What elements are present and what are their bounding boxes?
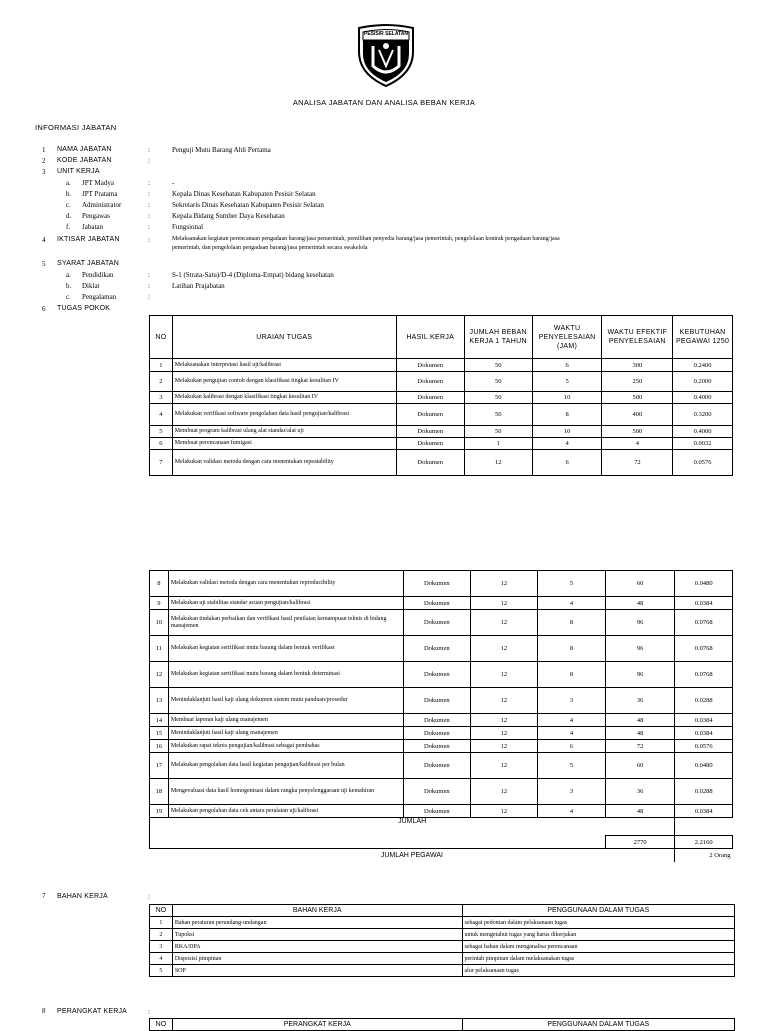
field-label: TUGAS POKOK xyxy=(57,305,111,312)
cell-hasil: Dokumen xyxy=(403,571,470,597)
perangkat-kerja-table xyxy=(149,1018,735,1031)
field-number: 3 xyxy=(42,168,46,176)
cell-uraian: Melaksanakan interpretasi hasil uji/kalibrasi xyxy=(172,359,396,372)
item-label: JPT Pratama xyxy=(82,190,118,198)
cell-jumlah: 12 xyxy=(470,727,537,740)
cell-jumlah: 12 xyxy=(470,571,537,597)
cell-efektif: 60 xyxy=(606,753,675,779)
item-value: Fungsional xyxy=(172,223,204,231)
cell-bahan: RKA/DPA xyxy=(172,941,462,953)
table-row xyxy=(150,610,733,636)
colon: : xyxy=(148,179,150,187)
cell-efektif: 36 xyxy=(606,688,675,714)
colon: : xyxy=(148,282,150,290)
cell-uraian: Melakukan validasi metoda dengan cara menentukan reproducibility xyxy=(168,571,403,597)
cell-kebutuhan: 0.0768 xyxy=(675,610,733,636)
colon: : xyxy=(148,212,150,220)
colon: : xyxy=(148,236,150,244)
cell-uraian: Melakukan validasi metoda dengan cara menentukan repeatability xyxy=(172,450,396,476)
colon: : xyxy=(148,146,150,154)
cell-no: 13 xyxy=(150,688,169,714)
cell-uraian: Membuat program kalibrasi ulang alat standar/alat uji xyxy=(172,426,396,438)
item-letter: a. xyxy=(66,179,71,187)
cell-efektif: 72 xyxy=(602,450,673,476)
colon: : xyxy=(148,893,150,901)
col-hasil: HASIL KERJA xyxy=(396,316,464,359)
cell-uraian: Melakukan kegiatan sertifikasi mutu barang dalam bentuk verifikasi xyxy=(168,636,403,662)
cell-waktu: 8 xyxy=(532,404,602,426)
cell-hasil: Dokumen xyxy=(403,805,470,818)
cell-uraian: Membuat laporan kaji ulang manajemen xyxy=(168,714,403,727)
cell-uraian: Melakukan kegiatan sertifikasi mutu barang dalam bentuk determinasi xyxy=(168,662,403,688)
cell-waktu: 3 xyxy=(537,688,605,714)
table-row xyxy=(150,359,733,372)
cell-uraian: Menindaklanjuti hasil kaji ulang dokumen sistem mutu panduan/prosedur xyxy=(168,688,403,714)
jumlah-values-row xyxy=(150,836,733,849)
cell-no: 18 xyxy=(150,779,169,805)
bahan-kerja-table xyxy=(149,904,735,977)
table-row xyxy=(150,372,733,392)
cell-kebutuhan: 0.0384 xyxy=(675,714,733,727)
colon: : xyxy=(148,271,150,279)
cell-uraian: Membuat perencanaan fumigasi xyxy=(172,438,396,450)
table-row xyxy=(150,805,733,818)
field-number: 5 xyxy=(42,260,46,268)
cell-jumlah: 12 xyxy=(470,740,537,753)
cell-penggunaan: sebagai bahan dalam menganalisa perencanaan xyxy=(462,941,735,953)
cell-hasil: Dokumen xyxy=(396,372,464,392)
col-perangkat: PERANGKAT KERJA xyxy=(172,1019,462,1031)
cell-hasil: Dokumen xyxy=(403,714,470,727)
cell-jumlah: 12 xyxy=(470,597,537,610)
table-row xyxy=(150,571,733,597)
cell-hasil: Dokumen xyxy=(403,636,470,662)
cell-penggunaan: sebagai pedoman dalam pelaksanaan tugas xyxy=(462,917,735,929)
cell-efektif: 400 xyxy=(602,404,673,426)
page-title: ANALISA JABATAN DAN ANALISA BEBAN KERJA xyxy=(292,98,476,107)
table-row xyxy=(150,662,733,688)
cell-uraian: Melakukan kalibrasi dengan klasifikasi tingkat kesulitan IV xyxy=(172,392,396,404)
cell-no: 9 xyxy=(150,597,169,610)
table-row xyxy=(150,953,735,965)
item-value: Sekretaris Dinas Kesehatan Kabupaten Pesisir Selatan xyxy=(172,201,324,209)
cell-jumlah: 12 xyxy=(470,753,537,779)
cell-efektif: 48 xyxy=(606,714,675,727)
item-letter: b. xyxy=(66,282,72,290)
cell-no: 15 xyxy=(150,727,169,740)
cell-efektif: 96 xyxy=(606,662,675,688)
colon: : xyxy=(148,190,150,198)
cell-jumlah: 12 xyxy=(464,450,532,476)
item-label: Diklat xyxy=(82,282,100,290)
table-row xyxy=(150,404,733,426)
field-label: IKTISAR JABATAN xyxy=(57,236,120,243)
cell-efektif: 500 xyxy=(602,426,673,438)
cell-bahan: Disposisi pimpinan xyxy=(172,953,462,965)
cell-no: 4 xyxy=(150,404,173,426)
cell-waktu: 8 xyxy=(537,610,605,636)
table-row xyxy=(150,779,733,805)
table-row xyxy=(150,917,735,929)
cell-efektif: 48 xyxy=(606,727,675,740)
cell-no: 4 xyxy=(150,953,173,965)
table-row xyxy=(150,392,733,404)
cell-kebutuhan: 0.4000 xyxy=(673,426,733,438)
cell-efektif: 300 xyxy=(602,359,673,372)
jumlah-efektif: 2770 xyxy=(606,836,675,849)
item-letter: a. xyxy=(66,271,71,279)
cell-efektif: 72 xyxy=(606,740,675,753)
item-letter: f. xyxy=(66,223,71,231)
cell-waktu: 4 xyxy=(537,597,605,610)
cell-no: 19 xyxy=(150,805,169,818)
cell-jumlah: 12 xyxy=(470,610,537,636)
cell-uraian: Menindaklanjuti hasil kaji ulang manajemen xyxy=(168,727,403,740)
item-value: Kepala Dinas Kesehatan Kabupaten Pesisir Selatan xyxy=(172,190,316,198)
item-letter: c. xyxy=(66,293,71,301)
cell-hasil: Dokumen xyxy=(403,753,470,779)
item-label: Pengalaman xyxy=(82,293,117,301)
cell-hasil: Dokumen xyxy=(403,597,470,610)
table-row xyxy=(150,727,733,740)
cell-no: 2 xyxy=(150,929,173,941)
cell-jumlah: 12 xyxy=(470,714,537,727)
item-value: S-1 (Strata-Satu)/D-4 (Diploma-Empat) bidang kesehatan xyxy=(172,271,334,279)
cell-waktu: 4 xyxy=(537,727,605,740)
table-row xyxy=(150,438,733,450)
cell-bahan: Tupoksi xyxy=(172,929,462,941)
cell-efektif: 500 xyxy=(602,392,673,404)
cell-kebutuhan: 0.0288 xyxy=(675,688,733,714)
cell-uraian: Melakukan pengolahan data cek antara peralatan uji/kalibrasi xyxy=(168,805,403,818)
cell-kebutuhan: 0.0576 xyxy=(673,450,733,476)
cell-jumlah: 50 xyxy=(464,372,532,392)
field-number: 6 xyxy=(42,305,46,313)
cell-waktu: 5 xyxy=(532,372,602,392)
field-value: Penguji Mutu Barang Ahli Pertama xyxy=(172,146,271,154)
tugas-table-continued xyxy=(149,570,733,862)
table-row xyxy=(150,740,733,753)
cell-kebutuhan: 0.0384 xyxy=(675,597,733,610)
cell-jumlah: 1 xyxy=(464,438,532,450)
cell-no: 3 xyxy=(150,392,173,404)
cell-kebutuhan: 0.2400 xyxy=(673,359,733,372)
table-row xyxy=(150,450,733,476)
col-penggunaan: PENGGUNAAN DALAM TUGAS xyxy=(462,1019,734,1031)
col-kebutuhan: KEBUTUHAN PEGAWAI 1250 xyxy=(673,316,733,359)
cell-uraian: Melakukan pengolahan data hasil kegiatan pengujian/kalibrasi per bulan xyxy=(168,753,403,779)
jumlah-pegawai-value: 2 Orang xyxy=(675,849,733,862)
cell-efektif: 4 xyxy=(602,438,673,450)
cell-hasil: Dokumen xyxy=(396,438,464,450)
table-row xyxy=(150,426,733,438)
field-value: Melaksanakan kegiatan perencanaan pengadaan barang/jasa pemerintah, pemilihan penyedia barang/jasa pemerintah, pengelolaan kontrak pengadaan barang/jasa xyxy=(172,236,560,242)
item-label: JPT Madya xyxy=(82,179,114,187)
cell-no: 8 xyxy=(150,571,169,597)
cell-efektif: 48 xyxy=(606,805,675,818)
cell-waktu: 6 xyxy=(532,359,602,372)
field-number: 4 xyxy=(42,236,46,244)
cell-hasil: Dokumen xyxy=(396,392,464,404)
cell-waktu: 6 xyxy=(537,740,605,753)
col-uraian: URAIAN TUGAS xyxy=(172,316,396,359)
cell-no: 1 xyxy=(150,359,173,372)
cell-no: 16 xyxy=(150,740,169,753)
col-no: NO xyxy=(150,1019,173,1031)
cell-waktu: 10 xyxy=(532,426,602,438)
cell-kebutuhan: 0.2000 xyxy=(673,372,733,392)
cell-efektif: 250 xyxy=(602,372,673,392)
section-number: 8 xyxy=(42,1007,46,1015)
table-row xyxy=(150,753,733,779)
cell-hasil: Dokumen xyxy=(396,404,464,426)
section-number: 7 xyxy=(42,892,46,900)
cell-kebutuhan: 0.0768 xyxy=(675,636,733,662)
table-row xyxy=(150,597,733,610)
cell-kebutuhan: 0.0480 xyxy=(675,571,733,597)
cell-hasil: Dokumen xyxy=(403,662,470,688)
jumlah-pegawai-row xyxy=(150,849,733,862)
jumlah-pegawai-label: JUMLAH PEGAWAI xyxy=(150,849,675,862)
cell-waktu: 3 xyxy=(537,779,605,805)
cell-no: 6 xyxy=(150,438,173,450)
col-no: NO xyxy=(150,905,173,917)
section-heading-informasi: INFORMASI JABATAN xyxy=(35,123,117,132)
cell-efektif: 96 xyxy=(606,636,675,662)
jumlah-kebutuhan: 2.2160 xyxy=(675,836,733,849)
field-label: UNIT KERJA xyxy=(57,168,100,175)
col-efektif: WAKTU EFEKTIF PENYELESAIAN xyxy=(602,316,673,359)
cell-penggunaan: untuk mengetahui tugas yang harus dikerjakan xyxy=(462,929,735,941)
cell-no: 2 xyxy=(150,372,173,392)
cell-efektif: 36 xyxy=(606,779,675,805)
cell-jumlah: 12 xyxy=(470,636,537,662)
field-label: NAMA JABATAN xyxy=(57,146,112,153)
cell-efektif: 60 xyxy=(606,571,675,597)
cell-kebutuhan: 0.0032 xyxy=(673,438,733,450)
col-jumlah: JUMLAH BEBAN KERJA 1 TAHUN xyxy=(464,316,532,359)
cell-jumlah: 12 xyxy=(470,805,537,818)
cell-bahan: SOP xyxy=(172,965,462,977)
field-label: KODE JABATAN xyxy=(57,157,112,164)
cell-waktu: 5 xyxy=(537,571,605,597)
item-letter: c. xyxy=(66,201,71,209)
cell-jumlah: 50 xyxy=(464,426,532,438)
col-penggunaan: PENGGUNAAN DALAM TUGAS xyxy=(462,905,735,917)
table-row xyxy=(150,636,733,662)
item-value: - xyxy=(172,179,175,187)
jumlah-row xyxy=(150,818,733,836)
item-letter: d. xyxy=(66,212,72,220)
cell-waktu: 8 xyxy=(537,636,605,662)
cell-no: 3 xyxy=(150,941,173,953)
cell-uraian: Melakukan rapat teknis pengujian/kalibrasi sebagai pembahas xyxy=(168,740,403,753)
cell-uraian: Melakukan tindakan perbaikan dan verifikasi hasil penilaian kemampuan teknis di bidang manajemen xyxy=(168,610,403,636)
cell-bahan: Bahan peraturan perundang-undangan xyxy=(172,917,462,929)
cell-hasil: Dokumen xyxy=(396,450,464,476)
cell-penggunaan: alur pelaksanaan tugas xyxy=(462,965,735,977)
col-waktu: WAKTU PENYELESAIAN (JAM) xyxy=(532,316,602,359)
cell-efektif: 48 xyxy=(606,597,675,610)
cell-no: 17 xyxy=(150,753,169,779)
field-iktisar-cont: pemerintah, dan pengelolaan pengadaan barang/jasa pemerintah secara swakelola xyxy=(172,245,368,251)
cell-waktu: 4 xyxy=(537,714,605,727)
cell-hasil: Dokumen xyxy=(403,727,470,740)
cell-waktu: 6 xyxy=(532,450,602,476)
cell-no: 11 xyxy=(150,636,169,662)
cell-jumlah: 12 xyxy=(470,779,537,805)
cell-kebutuhan: 0.0768 xyxy=(675,662,733,688)
cell-penggunaan: perintah pimpinan dalam melaksanakan tugas xyxy=(462,953,735,965)
cell-waktu: 5 xyxy=(537,753,605,779)
cell-kebutuhan: 0.0288 xyxy=(675,779,733,805)
section-heading-bahan: BAHAN KERJA xyxy=(57,893,108,900)
cell-efektif: 96 xyxy=(606,610,675,636)
cell-jumlah: 12 xyxy=(470,662,537,688)
colon: : xyxy=(148,223,150,231)
cell-kebutuhan: 0.0576 xyxy=(675,740,733,753)
cell-hasil: Dokumen xyxy=(403,740,470,753)
colon: : xyxy=(148,201,150,209)
table-row xyxy=(150,941,735,953)
table-row xyxy=(150,929,735,941)
cell-no: 5 xyxy=(150,965,173,977)
field-number: 1 xyxy=(42,146,46,154)
cell-kebutuhan: 0.4000 xyxy=(673,392,733,404)
cell-no: 10 xyxy=(150,610,169,636)
cell-jumlah: 50 xyxy=(464,404,532,426)
field-number: 2 xyxy=(42,157,46,165)
cell-waktu: 8 xyxy=(537,662,605,688)
col-no: NO xyxy=(150,316,173,359)
cell-waktu: 10 xyxy=(532,392,602,404)
table-row xyxy=(150,714,733,727)
cell-no: 14 xyxy=(150,714,169,727)
cell-kebutuhan: 0.0384 xyxy=(675,805,733,818)
cell-kebutuhan: 0.3200 xyxy=(673,404,733,426)
item-value: Kepala Bidang Sumber Daya Kesehatan xyxy=(172,212,285,220)
cell-uraian: Melakukan verifikasi software pengolahan data hasil pengujian/kalibrasi xyxy=(172,404,396,426)
cell-waktu: 4 xyxy=(532,438,602,450)
colon: : xyxy=(148,157,150,165)
cell-no: 12 xyxy=(150,662,169,688)
cell-no: 1 xyxy=(150,917,173,929)
cell-hasil: Dokumen xyxy=(403,688,470,714)
table-row xyxy=(150,965,735,977)
cell-uraian: Mengevaluasi data hasil homogenisasi dalam rangka penyelenggaraan uji kemahiran xyxy=(168,779,403,805)
item-label: Jabatan xyxy=(82,223,103,231)
cell-waktu: 4 xyxy=(537,805,605,818)
cell-kebutuhan: 0.0384 xyxy=(675,727,733,740)
cell-jumlah: 50 xyxy=(464,359,532,372)
cell-kebutuhan: 0.0480 xyxy=(675,753,733,779)
item-value: Latihan Prajabatan xyxy=(172,282,225,290)
cell-hasil: Dokumen xyxy=(396,359,464,372)
table-row xyxy=(150,688,733,714)
logo-text: PESISIR SELATAN xyxy=(364,31,408,37)
cell-hasil: Dokumen xyxy=(403,779,470,805)
item-label: Pendidikan xyxy=(82,271,114,279)
cell-no: 5 xyxy=(150,426,173,438)
tugas-table xyxy=(149,315,733,476)
colon: : xyxy=(148,1008,150,1016)
cell-hasil: Dokumen xyxy=(396,426,464,438)
cell-no: 7 xyxy=(150,450,173,476)
col-bahan: BAHAN KERJA xyxy=(172,905,462,917)
cell-jumlah: 50 xyxy=(464,392,532,404)
item-label: Pengawas xyxy=(82,212,110,220)
cell-uraian: Melakukan pengujian contoh dengan klasifikasi tingkat kesulitan IV xyxy=(172,372,396,392)
cell-jumlah: 12 xyxy=(470,688,537,714)
item-label: Administrator xyxy=(82,201,122,209)
cell-hasil: Dokumen xyxy=(403,610,470,636)
colon: : xyxy=(148,293,150,301)
item-letter: b. xyxy=(66,190,72,198)
section-heading-perangkat: PERANGKAT KERJA xyxy=(57,1008,128,1015)
field-label: SYARAT JABATAN xyxy=(57,260,120,267)
jumlah-label: JUMLAH xyxy=(150,818,675,836)
cell-uraian: Melakukan uji stabilitas standar acuan pengujian/kalibrasi xyxy=(168,597,403,610)
